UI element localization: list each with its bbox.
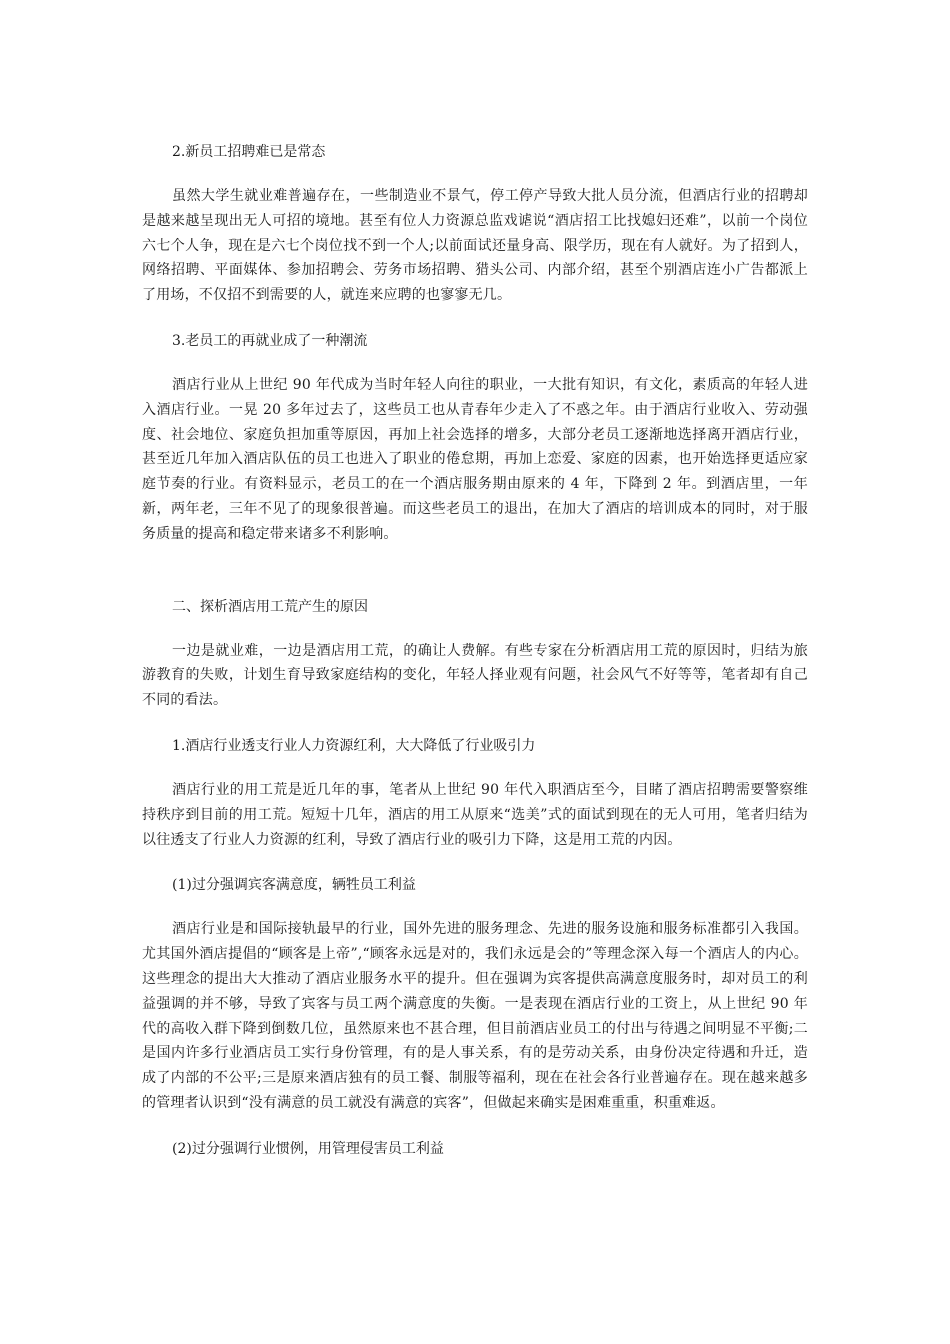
- subheading-new-staff-recruitment: 2.新员工招聘难已是常态: [172, 144, 326, 160]
- subheading-hr-dividend: 1.酒店行业透支行业人力资源红利，大大降低了行业吸引力: [172, 737, 536, 754]
- paragraph-causes-intro: 一边是就业难，一边是酒店用工荒，的确让人费解。有些专家在分析酒店用工荒的原因时，归结为旅游教育的失败，计划生育导致家庭结构的变化，年轻人择业观有问题，社会风气不好等等，笔者却有自己不同的看法。: [142, 642, 808, 709]
- subheading-veteran-reemployment: 3.老员工的再就业成了一种潮流: [172, 332, 368, 349]
- paragraph-recruitment-difficulty: 虽然大学生就业难普遍存在，一些制造业不景气，停工停产导致大批人员分流，但酒店行业的招聘却是越来越呈现出无人可招的境地。甚至有位人力资源总监戏谑说“酒店招工比找媳妇还难”，以前一个岗位六七个人争，现在是六七个岗位找不到一个人;以前面试还量身高、限学历，现在有人就好。为了招到人，网络招聘、平面媒体、参加招聘会、劳务市场招聘、猎头公司、内部介绍，甚至个别酒店连小广告都派上了用场，不仅招不到需要的人，就连来应聘的也寥寥无几。: [142, 188, 808, 304]
- paragraph-guest-satisfaction: 酒店行业是和国际接轨最早的行业，国外先进的服务理念、先进的服务设施和服务标准都引入我国。尤其国外酒店提倡的“顾客是上帝”,“顾客永远是对的，我们永远是会的”等理念深入每一个酒店人的内心。这些理念的提出大大推动了酒店业服务水平的提升。但在强调为宾客提供高满意度服务时，却对员工的利益强调的并不够，导致了宾客与员工两个满意度的失衡。一是表现在酒店行业的工资上，从上世纪 90 年代的高收入群下降到倒数几位，虽然原来也不甚合理，但目前酒店业员工的付出与待遇之间明显不平衡;二是国内许多行业酒店员工实行身份管理，有的是人事关系，有的是劳动关系，由身份决定待遇和升迁，造成了内部的不公平;三是原来酒店独有的员工餐、制服等福利，现在在社会各行业普遍存在。现在越来越多的管理者认识到“没有满意的员工就没有满意的宾客”，但做起来确实是困难重重，积重难返。: [142, 921, 808, 1111]
- subheading-industry-practice: (2)过分强调行业惯例，用管理侵害员工利益: [172, 1140, 444, 1157]
- paragraph-hr-dividend: 酒店行业的用工荒是近几年的事，笔者从上世纪 90 年代入职酒店至今，目睹了酒店招聘需要警察维持秩序到目前的用工荒。短短十几年，酒店的用工从原来“选美”式的面试到现在的无人可用，笔者归结为以往透支了行业人力资源的红利，导致了酒店行业的吸引力下降，这是用工荒的内因。: [142, 781, 808, 848]
- paragraph-veteran-staff: 酒店行业从上世纪 90 年代成为当时年轻人向往的职业，一大批有知识，有文化，素质高的年轻人进入酒店行业。一晃 20 多年过去了，这些员工也从青春年少走入了不惑之年。由于酒店行业收入、劳动强度、社会地位、家庭负担加重等原因，再加上社会选择的增多，大部分老员工逐渐地选择离开酒店行业，甚至近几年加入酒店队伍的员工也进入了职业的倦怠期，再加上恋爱、家庭的因素，也开始选择更适应家庭节奏的行业。有资料显示，老员工的在一个酒店服务期由原来的 4 年，下降到 2 年。到酒店里，一年新，两年老，三年不见了的现象很普遍。而这些老员工的退出，在加大了酒店的培训成本的同时，对于服务质量的提高和稳定带来诸多不利影响。: [142, 376, 808, 542]
- document-page: [142, 140, 808, 1161]
- section-heading-causes: 二、探析酒店用工荒产生的原因: [172, 598, 368, 615]
- subheading-guest-satisfaction: (1)过分强调宾客满意度，辆牲员工利益: [172, 877, 416, 894]
